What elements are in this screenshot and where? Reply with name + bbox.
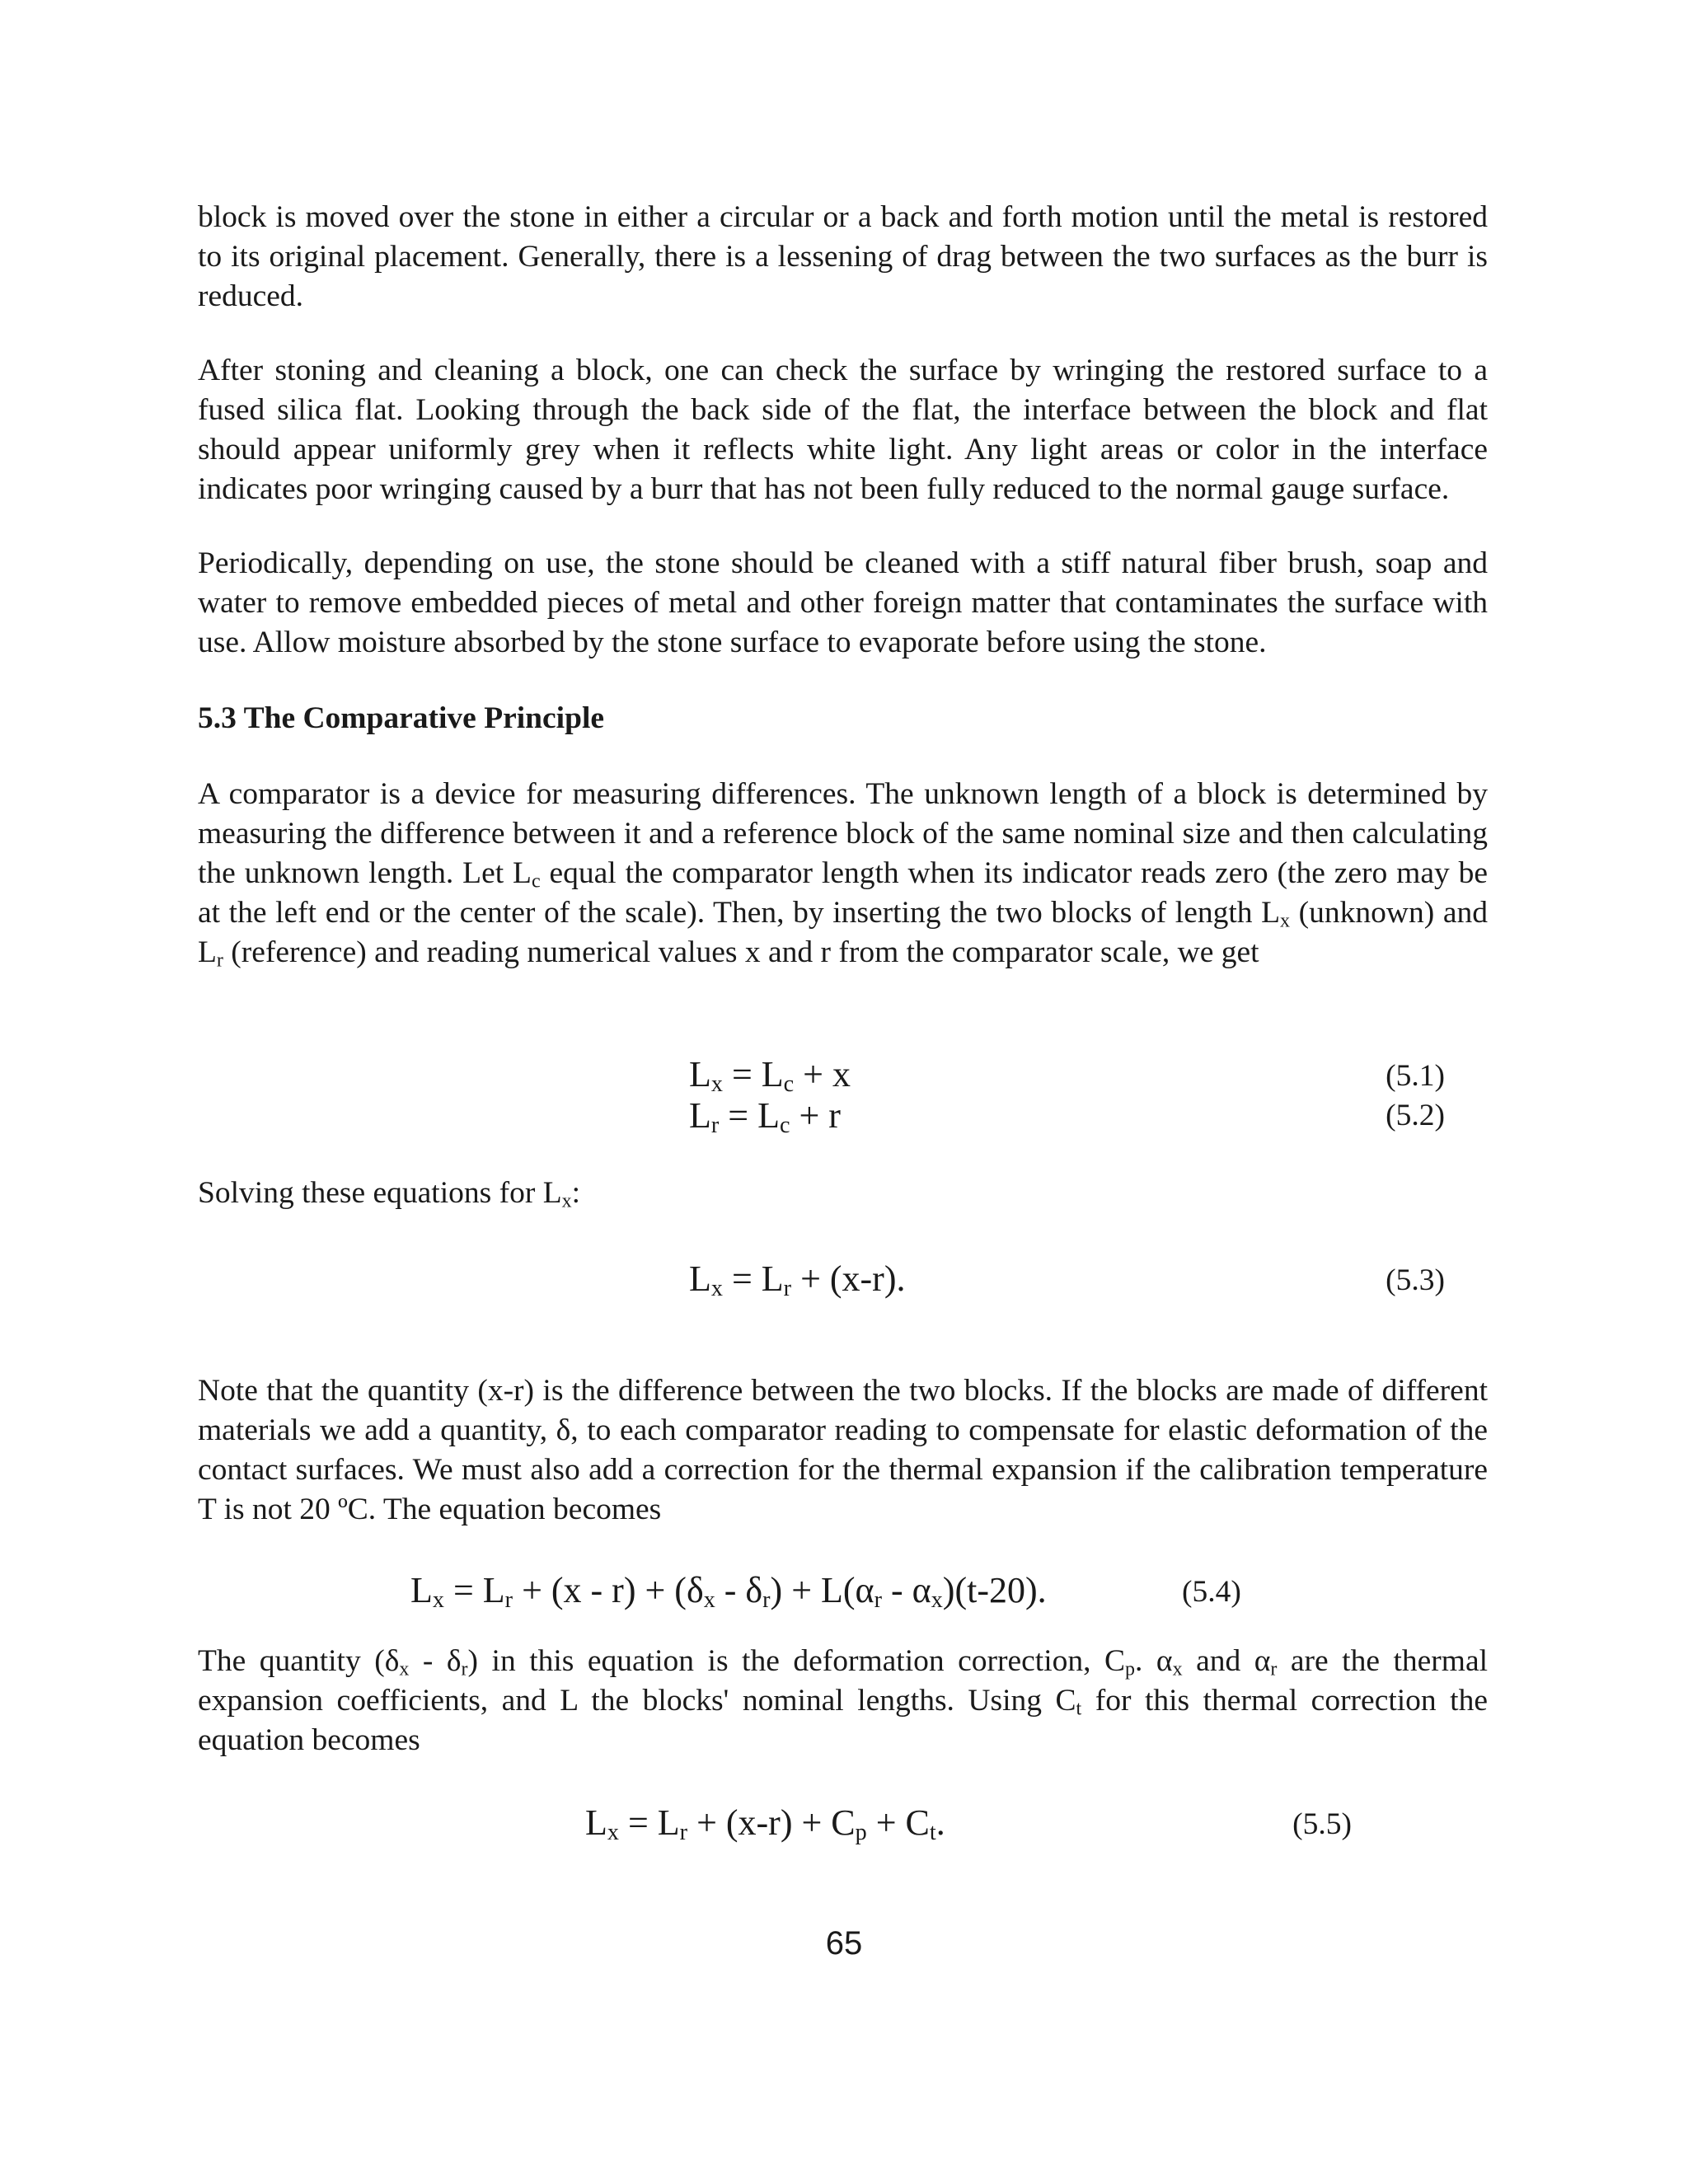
eq-term: - α — [882, 1570, 931, 1610]
text-run: A comparator is a device for measuring differences. The unknown length of a block is determined by measuring the difference between it and a reference block of the same nominal size and then calculating the unknown length. Let L — [198, 777, 1488, 890]
equation-5-3 — [689, 1258, 906, 1301]
eq-term: L — [410, 1570, 433, 1610]
subscript: r — [679, 1820, 688, 1846]
text-run: ) in this equation is the deformation correction, C — [467, 1644, 1126, 1678]
eq-term: = L — [443, 1570, 505, 1610]
text-run: Solving these equations for L — [198, 1176, 562, 1210]
paragraph-text: After stoning and cleaning a block, one can check the surface by wringing the restored surface to a fused silica flat. Looking through the back side of the flat, the interface between the block and flat should appear uniformly grey when it reflects white light. Any light areas or color in the interface indicates poor wringing caused by a burr that has not been fully reduced to the normal gauge surface. — [198, 354, 1488, 506]
subscript: t — [1076, 1698, 1082, 1720]
subscript: r — [461, 1658, 468, 1680]
solving-sentence — [198, 1174, 580, 1213]
subscript: x — [1280, 910, 1291, 932]
text-run: for this thermal correction the equation becomes — [198, 1684, 1488, 1757]
paragraph-comparator-definition — [198, 775, 1488, 972]
paragraph-text: Periodically, depending on use, the stone should be cleaned with a stiff natural fiber brush, soap and water to remove embedded pieces of metal and other foreign matter that contaminates the surface with use. Allow moisture absorbed by the stone surface to evaporate before using the stone. — [198, 546, 1488, 659]
text-run: and α — [1182, 1644, 1271, 1678]
eq-term: L — [689, 1095, 711, 1136]
subscript: x — [432, 1587, 444, 1614]
subscript: x — [710, 1276, 723, 1302]
eq-term: + r — [790, 1095, 841, 1136]
text-run: The quantity (δ — [198, 1644, 400, 1678]
eq-term: = L — [618, 1802, 680, 1843]
subscript: x — [931, 1587, 943, 1614]
equation-number: (5.5) — [1292, 1807, 1352, 1841]
paragraph-text: Note that the quantity (x-r) is the difference between the two blocks. If the blocks are made of different materials we add a quantity, δ, to each comparator reading to compensate for elastic deformation of the contact surfaces. We must also add a correction for the thermal expansion if the calibration temperature T is not 20 ºC. The equation becomes — [198, 1374, 1488, 1526]
text-run: equal the comparator length when its indicator reads zero (the zero may be at the left end or the center of the scale). Then, by inserting the two blocks of length L — [198, 856, 1488, 930]
eq-term: = L — [722, 1258, 784, 1299]
subscript: p — [1125, 1658, 1136, 1680]
subscript: r — [504, 1587, 513, 1614]
equation-number: (5.3) — [1386, 1263, 1445, 1297]
text-run: : — [571, 1176, 581, 1210]
paragraph-wringing-check — [198, 351, 1488, 509]
equation-5-1 — [689, 1053, 851, 1096]
paragraph-text — [198, 1642, 1488, 1760]
eq-term: L — [585, 1802, 607, 1843]
text-run: . α — [1135, 1644, 1173, 1678]
subscript: x — [399, 1658, 410, 1680]
paragraph-text — [198, 775, 1488, 972]
page-number: 65 — [825, 1925, 863, 1961]
subscript: r — [874, 1587, 882, 1614]
eq-term: = L — [722, 1054, 784, 1094]
eq-term: + x — [794, 1054, 851, 1094]
section-title: 5.3 The Comparative Principle — [198, 701, 605, 735]
subscript: r — [1270, 1658, 1278, 1680]
paragraph-text: block is moved over the stone in either a circular or a back and forth motion until the metal is restored to its original placement. Generally, there is a lessening of drag between the two surfaces as the burr is reduced. — [198, 200, 1488, 313]
eq-term: + (x - r) + (δ — [513, 1570, 704, 1610]
subscript: r — [710, 1113, 720, 1139]
subscript: x — [710, 1071, 723, 1098]
eq-term: + C — [866, 1802, 930, 1843]
subscript: c — [531, 870, 541, 893]
subscript: r — [216, 949, 223, 972]
text-run: are the thermal expansion coefficients, and L the blocks' nominal lengths. Using C — [198, 1644, 1489, 1718]
subscript: x — [561, 1190, 572, 1212]
eq-term: L — [689, 1258, 711, 1299]
eq-term: - δ — [715, 1570, 763, 1610]
section-heading — [198, 699, 1488, 738]
equation-number: (5.2) — [1386, 1099, 1445, 1132]
paragraph-correction-terms — [198, 1642, 1488, 1760]
text-run: - δ — [409, 1644, 462, 1678]
eq-term: ) + L(α — [770, 1570, 874, 1610]
text-run: (unknown) and L — [198, 896, 1488, 969]
subscript: c — [779, 1113, 790, 1139]
subscript: t — [929, 1820, 936, 1846]
text-run: (reference) and reading numerical values x and r from the comparator scale, we get — [223, 935, 1259, 969]
subscript: p — [855, 1820, 867, 1846]
equation-5-4 — [410, 1569, 1047, 1612]
paragraph-stoning-motion — [198, 198, 1488, 316]
eq-term: . — [935, 1802, 945, 1843]
equation-number: (5.1) — [1386, 1059, 1445, 1093]
subscript: r — [783, 1276, 792, 1302]
eq-term: + (x-r) + C — [687, 1802, 856, 1843]
equation-number: (5.4) — [1182, 1575, 1241, 1609]
subscript: x — [1172, 1658, 1183, 1680]
equation-5-5 — [585, 1802, 945, 1844]
paragraph-deformation-note — [198, 1371, 1488, 1530]
eq-term: + (x-r). — [791, 1258, 906, 1299]
eq-term: L — [689, 1054, 711, 1094]
subscript: x — [607, 1820, 619, 1846]
eq-term: = L — [719, 1095, 780, 1136]
subscript: x — [703, 1587, 715, 1614]
paragraph-stone-cleaning — [198, 544, 1488, 663]
subscript: c — [783, 1071, 795, 1098]
subscript: r — [762, 1587, 771, 1614]
eq-term: )(t-20). — [942, 1570, 1047, 1610]
equation-5-2 — [689, 1094, 841, 1137]
